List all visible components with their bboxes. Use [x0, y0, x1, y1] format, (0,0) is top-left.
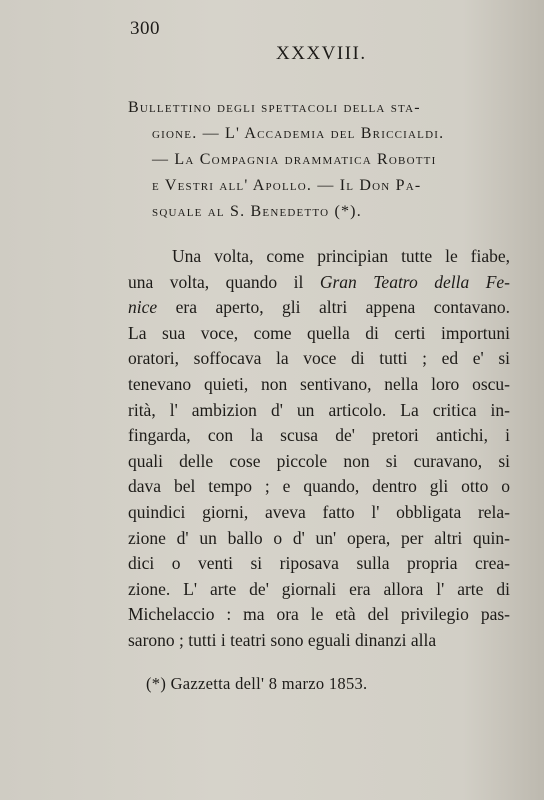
text-line: quali delle cose piccole non si curavano, si [128, 450, 510, 471]
text-line: fingarda, con la scusa de' pretori antichi, i [128, 425, 510, 446]
summary-line: — La Compagnia drammatica Robotti [152, 151, 437, 168]
text-line: zione d' un ballo o d' un' opera, per altri quin- [128, 527, 510, 548]
text-line: dici o venti si riposava sulla propria crea- [128, 553, 510, 574]
summary-line: squale al S. Benedetto (*). [152, 203, 362, 220]
chapter-number: XXXVIII. [276, 43, 367, 64]
text-line: oratori, soffocava la voce di tutti ; ed e' si [128, 348, 510, 369]
text-line: nice era aperto, gli altri appena contavano. [128, 297, 510, 318]
body-text [128, 244, 510, 654]
footnote: (*) Gazzetta dell' 8 marzo 1853. [146, 674, 368, 693]
text-line: zione. L' arte de' giornali era allora l' arte di [128, 578, 510, 599]
text-line: sarono ; tutti i teatri sono eguali dinanzi alla [128, 629, 437, 650]
text-line: La sua voce, come quella di certi importuni [128, 322, 510, 343]
text-line: una volta, quando il Gran Teatro della Fe- [128, 271, 510, 292]
chapter-summary [128, 95, 510, 225]
text-line: tenevano quieti, non sentivano, nella loro oscu- [128, 373, 510, 394]
summary-line: e Vestri all' Apollo. — Il Don Pa- [152, 177, 422, 194]
text-line: rità, l' ambizion d' un articolo. La critica in- [128, 399, 510, 420]
text-line: Una volta, come principian tutte le fiabe, [172, 246, 510, 266]
text-line: quindici giorni, aveva fatto l' obbligata rela- [128, 501, 510, 522]
page-number: 300 [130, 18, 160, 39]
summary-line: gione. — L' Accademia del Briccialdi. [152, 125, 445, 142]
text-line: Michelaccio : ma ora le età del privilegio pas- [128, 604, 510, 625]
text-line: dava bel tempo ; e quando, dentro gli otto o [128, 476, 510, 497]
summary-line: Bullettino degli spettacoli della sta- [128, 99, 421, 116]
